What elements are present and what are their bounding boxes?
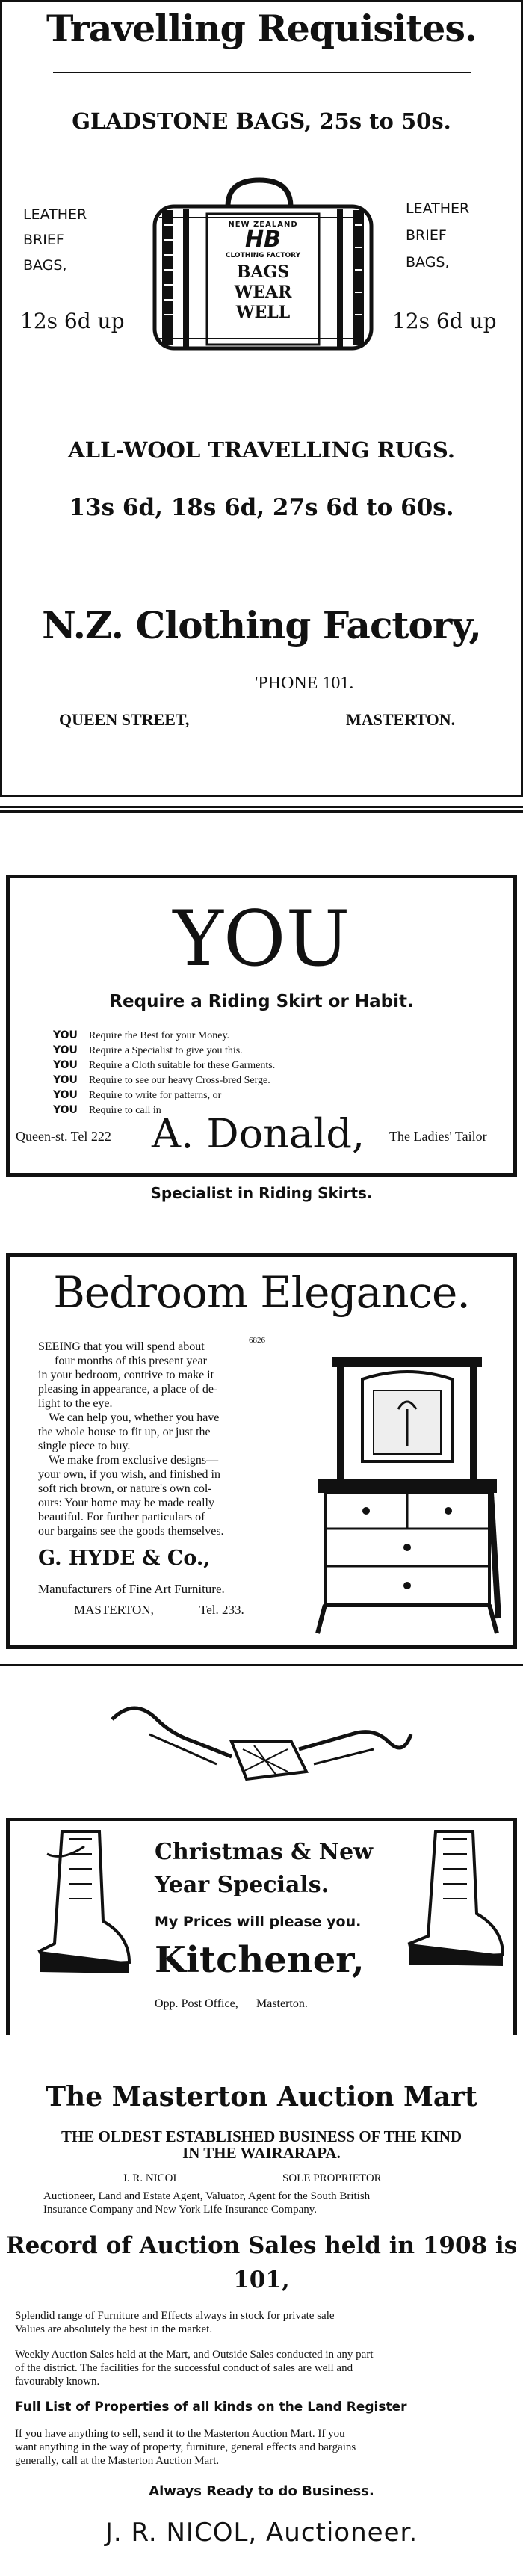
auction-name: J. R. NICOL — [123, 2172, 180, 2184]
kitchener-town: Masterton. — [256, 1997, 308, 2010]
bag-text-well: WELL — [235, 303, 291, 322]
left-label-2: BRIEF — [23, 232, 64, 248]
auction-para2b: of the district. The facilities for the successful conduct of sales are well and — [15, 2362, 353, 2374]
auction-mart-title: The Masterton Auction Mart — [46, 2081, 477, 2113]
christmas-title-line2: Year Specials. — [155, 1872, 329, 1898]
travel-street: QUEEN STREET, — [59, 710, 190, 729]
auction-sub1: THE OLDEST ESTABLISHED BUSINESS OF THE KIND — [61, 2127, 462, 2145]
hyde-body-line: the whole house to fit up, or just the — [38, 1426, 211, 1438]
bag-text-wear: WEAR — [234, 283, 292, 302]
a-donald-ad — [6, 875, 517, 1177]
auction-para3c: generally, call at the Masterton Auction Mart. — [15, 2455, 220, 2467]
you-line — [53, 1059, 275, 1072]
hyde-body-line: SEEING that you will spend about — [38, 1340, 205, 1353]
specialist-riding-skirts: Specialist in Riding Skirts. — [150, 1184, 373, 1202]
donald-address: Queen-st. Tel 222 — [16, 1129, 111, 1144]
hyde-body-line: four months of this present year — [55, 1355, 207, 1367]
auction-para3b: want anything in the way of property, furniture, general effects and bargains — [15, 2441, 356, 2453]
auction-para2a: Weekly Auction Sales held at the Mart, and Outside Sales conducted in any part — [15, 2349, 374, 2361]
hyde-body-line: light to the eye. — [38, 1397, 113, 1410]
masterton-auction-mart-ad — [0, 2063, 523, 2576]
travelling-rugs-line: ALL-WOOL TRAVELLING RUGS. — [68, 437, 455, 463]
you-line — [53, 1089, 221, 1102]
auction-desc1: Auctioneer, Land and Estate Agent, Valuator, Agent for the South British — [43, 2190, 371, 2202]
nz-clothing-factory-name: N.Z. Clothing Factory, — [42, 603, 481, 647]
land-register-line: Full List of Properties of all kinds on the Land Register — [15, 2400, 407, 2415]
hyde-body-line: your own, if you wish, and finished in — [38, 1468, 220, 1481]
kitchener-name: Kitchener, — [155, 1939, 365, 1981]
auction-para1b: Values are absolutely the best in the market. — [15, 2323, 213, 2335]
hyde-body-line: We make from exclusive designs— — [49, 1454, 219, 1467]
hyde-desc: Manufacturers of Fine Art Furniture. — [38, 1582, 225, 1596]
you-line — [53, 1074, 270, 1087]
right-label-3: BAGS, — [406, 254, 450, 271]
gladstone-bags-line: GLADSTONE BAGS, 25s to 50s. — [72, 108, 451, 134]
column-rule-2 — [0, 810, 523, 813]
lace-up-hands-illustration — [105, 1689, 418, 1794]
right-price: 12s 6d up — [392, 309, 497, 333]
hyde-body-line: in your bedroom, contrive to make it — [38, 1369, 214, 1381]
christmas-title-line1: Christmas & New — [155, 1839, 374, 1865]
auction-para3a: If you have anything to sell, send it to the Masterton Auction Mart. If you — [15, 2428, 345, 2440]
kitchener-ad — [0, 1671, 523, 2053]
you-line-text: Require a Specialist to give you this. — [89, 1045, 243, 1056]
travel-title-rule — [53, 72, 471, 73]
a-donald-name: A. Donald, — [152, 1110, 365, 1157]
right-boot-illustration — [383, 1824, 510, 1973]
hyde-body-line: beautiful. For further particulars of — [38, 1511, 205, 1523]
travel-phone: 'PHONE 101. — [255, 674, 354, 693]
donald-tag: The Ladies' Tailor — [389, 1129, 487, 1144]
hyde-body-line: single piece to buy. — [38, 1440, 131, 1452]
left-label-1: LEATHER — [23, 206, 87, 223]
kitchener-address: Opp. Post Office, — [155, 1997, 238, 2010]
you-line-text: Require the Best for your Money. — [89, 1030, 230, 1041]
you-line — [53, 1104, 161, 1117]
you-line-lead: YOU — [53, 1059, 78, 1071]
nicol-signature: J. R. NICOL, Auctioneer. — [105, 2518, 418, 2548]
column-rule-3 — [0, 1664, 523, 1666]
hyde-tel: Tel. 233. — [199, 1603, 244, 1617]
column-rule-1 — [0, 806, 523, 808]
g-hyde-name: G. HYDE & Co., — [38, 1547, 211, 1570]
hyde-code: 6826 — [249, 1336, 265, 1345]
travel-town: MASTERTON. — [346, 710, 456, 729]
auction-para1a: Splendid range of Furniture and Effects always in stock for private sale — [15, 2310, 335, 2322]
hyde-body-line: pleasing in appearance, a place of de- — [38, 1383, 218, 1396]
kitchener-tagline: My Prices will please you. — [155, 1914, 362, 1930]
kitchener-box — [6, 1818, 517, 2035]
hyde-town: MASTERTON, — [74, 1603, 154, 1617]
left-price: 12s 6d up — [20, 309, 125, 333]
ready-line: Always Ready to do Business. — [149, 2483, 374, 2499]
you-line-lead: YOU — [53, 1104, 78, 1116]
hyde-body-line: soft rich brown, or nature's own col- — [38, 1482, 212, 1495]
you-line — [53, 1044, 243, 1057]
hyde-body-line: our bargains see the goods themselves. — [38, 1525, 224, 1538]
bedroom-elegance-ad — [6, 1253, 517, 1649]
hyde-body-line: We can help you, whether you have — [49, 1411, 220, 1424]
you-line-text: Require to write for patterns, or — [89, 1090, 222, 1101]
bedroom-elegance-title: Bedroom Elegance. — [53, 1267, 470, 1318]
right-label-1: LEATHER — [406, 200, 470, 217]
you-line-lead: YOU — [53, 1029, 78, 1041]
record-line1: Record of Auction Sales held in 1908 is — [5, 2232, 518, 2259]
you-line — [53, 1029, 229, 1042]
riding-skirt-subhead: Require a Riding Skirt or Habit. — [109, 992, 414, 1011]
record-line2: 101, — [233, 2267, 290, 2293]
travel-title: Travelling Requisites. — [46, 7, 477, 50]
rug-prices-line: 13s 6d, 18s 6d, 27s 6d to 60s. — [69, 494, 454, 521]
bag-text-nz: NEW ZEALAND — [228, 221, 298, 229]
auction-role: SOLE PROPRIETOR — [282, 2172, 382, 2184]
dresser-illustration — [303, 1334, 512, 1641]
bag-text-bags: BAGS — [236, 262, 290, 282]
you-line-lead: YOU — [53, 1044, 78, 1056]
right-label-2: BRIEF — [406, 227, 447, 244]
you-line-lead: YOU — [53, 1074, 78, 1086]
left-label-3: BAGS, — [23, 257, 67, 274]
bag-text-factory: CLOTHING FACTORY — [225, 252, 301, 259]
hyde-body-line: ours: Your home may be made really — [38, 1497, 214, 1509]
auction-sub2: IN THE WAIRARAPA. — [182, 2144, 341, 2162]
you-line-text: Require a Cloth suitable for these Garments. — [89, 1060, 276, 1071]
you-headline: YOU — [173, 895, 350, 984]
travelling-requisites-ad — [0, 0, 523, 797]
left-boot-illustration — [17, 1824, 137, 1981]
auction-desc2: Insurance Company and New York Life Insurance Company. — [43, 2204, 318, 2216]
you-line-text: Require to call in — [89, 1105, 161, 1116]
auction-para2c: favourably known. — [15, 2376, 100, 2388]
bag-monogram: HB — [245, 227, 281, 253]
you-line-text: Require to see our heavy Cross-bred Serge. — [89, 1075, 270, 1086]
you-line-lead: YOU — [53, 1089, 78, 1101]
